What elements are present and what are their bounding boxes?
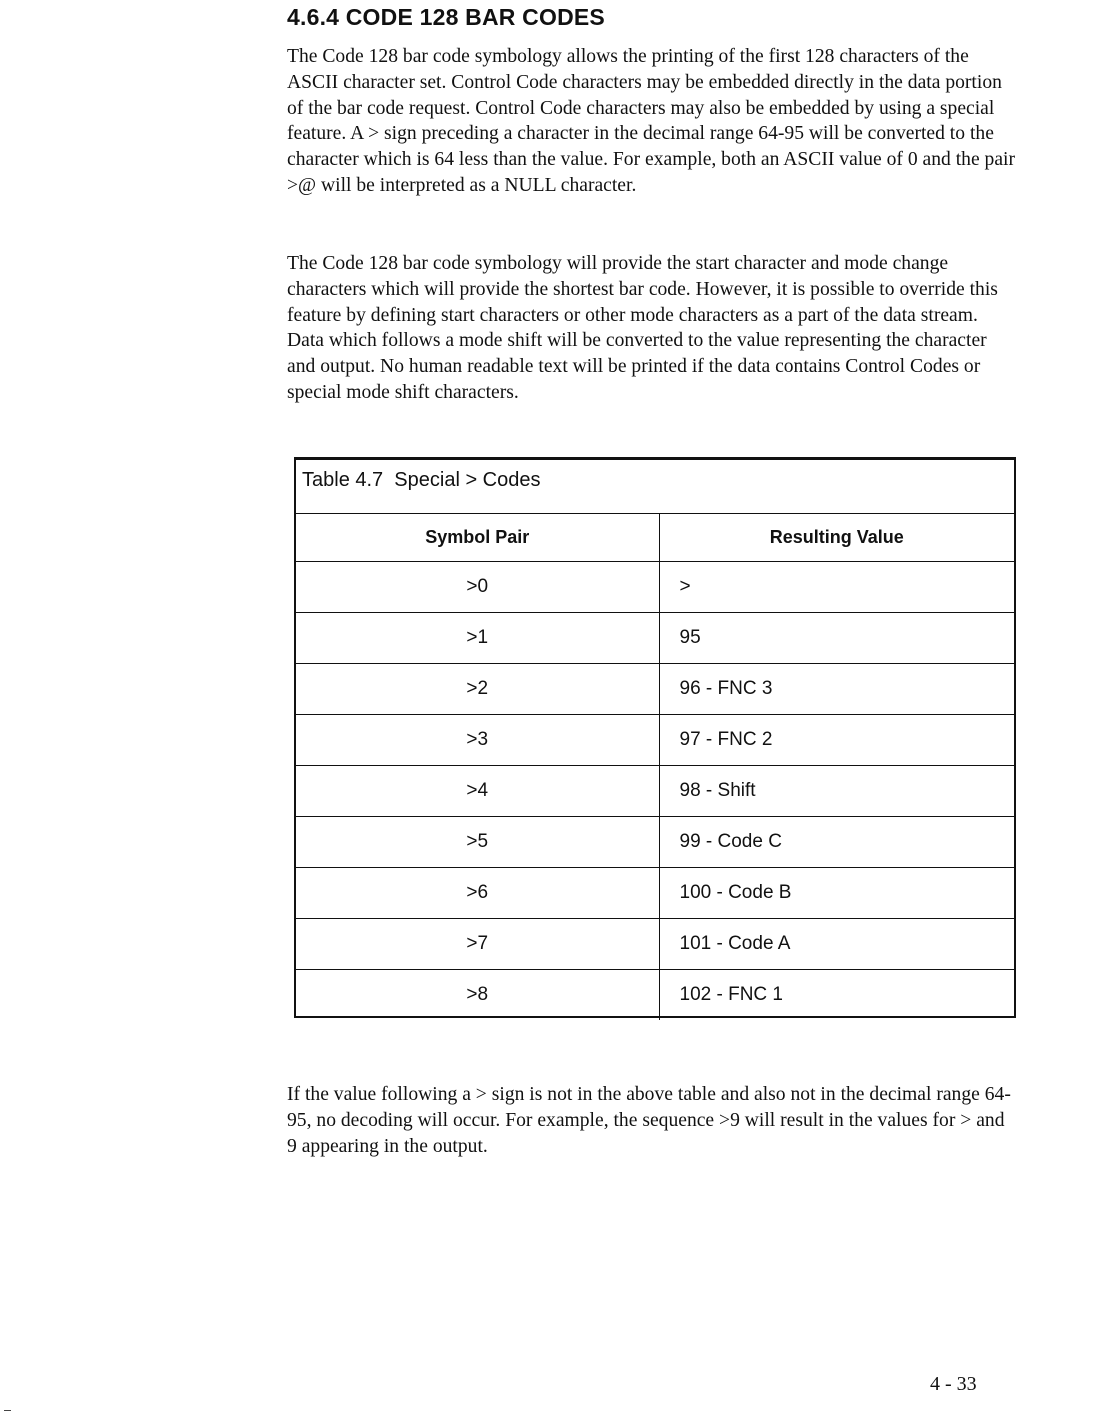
- table-header-row: [296, 514, 1014, 561]
- special-codes-table: [294, 457, 1016, 1018]
- table-row: [296, 714, 1014, 765]
- symbol-pair-cell: >8: [296, 969, 659, 1020]
- header-resulting-value: Resulting Value: [659, 514, 1014, 561]
- symbol-pair-cell: >6: [296, 867, 659, 918]
- symbol-pair-cell: >5: [296, 816, 659, 867]
- intro-paragraph: The Code 128 bar code symbology allows the printing of the first 128 characters of the ASCII character set. Control Code characters may be embedded directly in the data portion of the bar code request. Control Code characters may also be embedded by using a special feature. A > sign preceding a character in the decimal range 64-95 will be converted to the character which is 64 less than the value. For example, both an ASCII value of 0 and the pair >@ will be interpreted as a NULL character.: [287, 46, 1016, 196]
- scan-mark: [4, 1410, 11, 1411]
- resulting-value-cell: 98 - Shift: [659, 765, 1014, 816]
- resulting-value-cell: 101 - Code A: [659, 918, 1014, 969]
- symbol-pair-cell: >4: [296, 765, 659, 816]
- resulting-value-cell: 95: [659, 612, 1014, 663]
- table-number: Table 4.7: [302, 469, 384, 491]
- symbol-pair-cell: >3: [296, 714, 659, 765]
- page-number: 4 - 33: [930, 1373, 977, 1395]
- symbol-pair-cell: >2: [296, 663, 659, 714]
- table-caption: [296, 460, 1014, 514]
- table-row: [296, 918, 1014, 969]
- mode-paragraph: The Code 128 bar code symbology will provide the start character and mode change characters which will provide the shortest bar code. However, it is possible to override this feature by defining start characters or other mode characters as a part of the data stream. Data which follows a mode shift will be converted to the value representing the character and output. No human readable text will be printed if the data contains Control Codes or special mode shift characters.: [287, 253, 998, 403]
- symbol-pair-cell: >0: [296, 561, 659, 612]
- symbol-pair-cell: >7: [296, 918, 659, 969]
- header-symbol-pair: Symbol Pair: [296, 514, 659, 561]
- table-row: [296, 612, 1014, 663]
- resulting-value-cell: 100 - Code B: [659, 867, 1014, 918]
- table-row: [296, 765, 1014, 816]
- table-row: [296, 816, 1014, 867]
- resulting-value-cell: 99 - Code C: [659, 816, 1014, 867]
- table-row: [296, 867, 1014, 918]
- table-row: [296, 969, 1014, 1020]
- resulting-value-cell: 102 - FNC 1: [679, 983, 783, 1005]
- resulting-value-cell: 96 - FNC 3: [659, 663, 1014, 714]
- section-heading: 4.6.4 CODE 128 BAR CODES: [287, 4, 605, 30]
- decoding-note-paragraph: If the value following a > sign is not in the above table and also not in the decimal range 64-95, no decoding will occur. For example, the sequence >9 will result in the values for > and 9 appearing in the output.: [287, 1084, 1011, 1157]
- table-row: [296, 663, 1014, 714]
- codes-grid: [296, 514, 1014, 1020]
- resulting-value-cell: 97 - FNC 2: [659, 714, 1014, 765]
- table-title: Special > Codes: [394, 469, 541, 491]
- table-row: [296, 561, 1014, 612]
- resulting-value-cell: >: [659, 561, 1014, 612]
- symbol-pair-cell: >1: [296, 612, 659, 663]
